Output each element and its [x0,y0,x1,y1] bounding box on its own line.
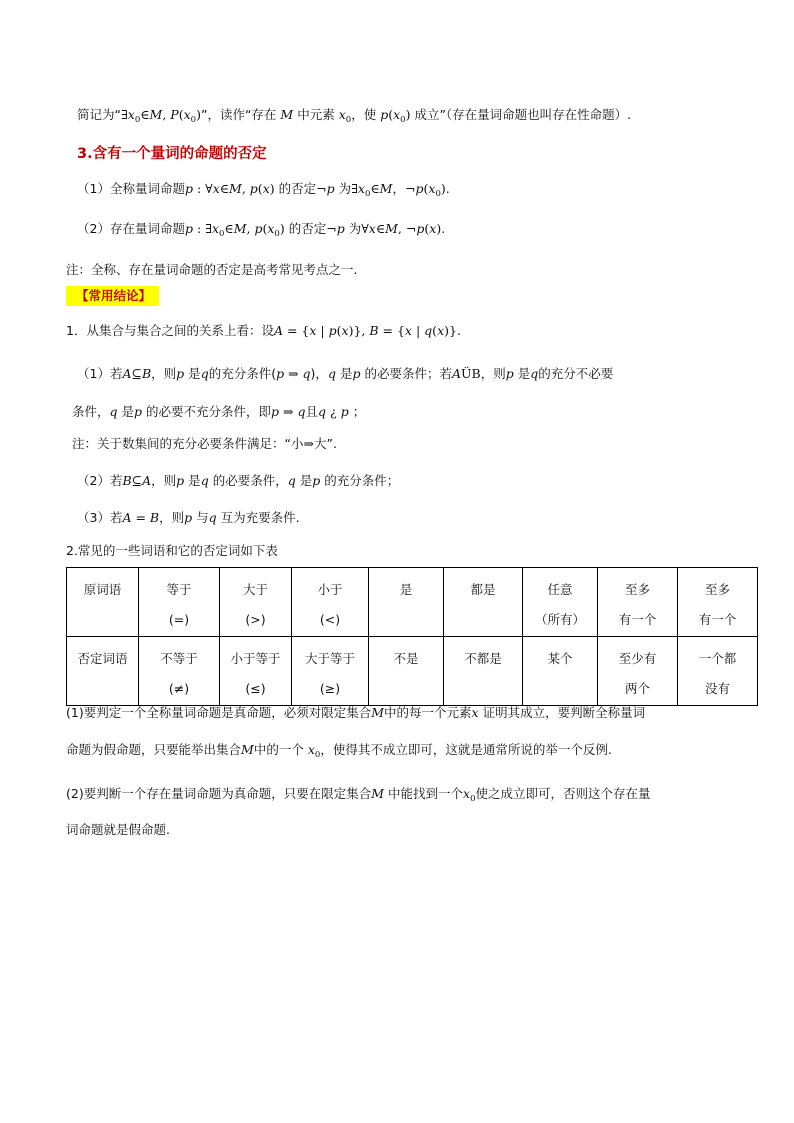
text: 的否定 [288,221,327,236]
text: 证明其成立，要判断全称量词 [482,705,646,720]
text: （2）若 [77,473,123,488]
text: 的必要不充分条件，即 [146,404,272,419]
text: ，则 [151,366,177,381]
text: ”，读作“存在 [200,107,277,122]
text: 是 [121,404,135,419]
text: (1)要判定一个全称量词命题是真命题，必须对限定集合 [66,705,372,720]
table-cell: 否定词语 [67,637,139,706]
table-cell: 不等于 (≠) [139,637,220,706]
text: 为 [348,221,362,236]
text: 且 [305,404,319,419]
text: 1．从集合与集合之间的关系上看：设 [66,323,274,338]
text: 大”. [313,436,337,451]
text: 互为充要条件. [220,510,300,525]
necessary-condition-line: （2）若B⊆A，则p 是q 的必要条件，q 是p 的充分条件； [77,473,400,488]
set-relation-line: 1．从集合与集合之间的关系上看：设A = {x | p(x)}, B = {x | q(x)}. [66,323,461,338]
text: ，则 [151,473,177,488]
text: . [441,221,446,236]
text: 使之成立即可，否则这个存在量 [475,786,651,801]
table-cell: 某个 [523,637,598,706]
universal-true-false-line-1: (1)要判定一个全称量词命题是真命题，必须对限定集合M中的每一个元素x 证明其成立，要判断全称量词 [66,705,646,720]
text: （2）存在量词命题 [77,221,185,236]
table-cell: 都是 [444,568,523,637]
text: 的充分条件； [324,473,400,488]
table-cell: 小于 (<) [292,568,369,637]
note-number-sets: 注：关于数集间的充分必要条件满足：“小⇒大”. [72,436,337,451]
table-cell: 至多 有一个 [678,568,758,637]
table-cell: 大于 (>) [220,568,292,637]
sufficient-condition-line-2: 条件，q 是p 的必要不充分条件，即p ⇒ q且q ¿ p ； [72,404,366,419]
text: 中的每一个元素 [384,705,472,720]
table-cell: 一个都 没有 [678,637,758,706]
text: (2)要判断一个存在量词命题为真命题，只要在限定集合 [66,786,372,801]
note-line: 注：全称、存在量词命题的否定是高考常见考点之一. [66,262,358,277]
text: 为 [338,181,352,196]
negation-universal-line: （1）全称量词命题p : ∀x∈M, p(x) 的否定¬p 为$\exists x_0\in M$，$\neg p(x_0)$. [77,181,450,199]
text: 的必要条件， [212,473,288,488]
text: ，使得其不成立即可，这就是通常所说的举一个反例. [320,742,612,757]
table-cell: 至少有 两个 [598,637,678,706]
text: 的否定 [278,181,317,196]
text: ； [352,404,366,419]
text: 的必要条件；若 [364,366,452,381]
text: 的充分不必要 [538,366,614,381]
text: 简记为“ [77,107,121,122]
table-cell: 大于等于 (≥) [292,637,369,706]
text: 条件， [72,404,110,419]
table-cell: 小于等于 (≤) [220,637,292,706]
existential-true-false-line-1: (2)要判断一个存在量词命题为真命题，只要在限定集合M 中能找到一个$x_0$使之成立即可，否则这个存在量 [66,786,651,804]
text: 中元素 [297,107,335,122]
text: 是 [188,473,201,488]
text: 是 [517,366,531,381]
text: （3）若 [77,510,123,525]
table-row [67,568,758,637]
table-cell: 任意 （所有） [523,568,598,637]
text: ，则 [159,510,185,525]
table-cell: 不是 [369,637,444,706]
table-cell: 不都是 [444,637,523,706]
common-conclusions-tag: 【常用结论】 [66,286,159,306]
text: 是 [188,366,201,381]
text: . [456,323,461,338]
text: 中能找到一个 [388,786,464,801]
sufficient-condition-line: （1）若A⊆B，则p 是q的充分条件(p ⇒ q)，q 是p 的必要条件；若AÜB，则p 是q的充分不必要 [77,366,614,381]
negation-existential-line: （2）存在量词命题p : $\exists x_0\in M$, $p(x_0)$ 的否定¬p 为∀x∈M, ¬p(x). [77,221,446,239]
text: 的充分条件( [208,366,277,381]
text: 是 [339,366,353,381]
universal-true-false-line-2: 命题为假命题，只要能举出集合M中的一个 $x_0$，使得其不成立即可，这就是通常所说的举一个反例. [66,742,612,760]
table-cell: 是 [369,568,444,637]
negation-words-table [66,567,758,706]
text: 中的一个 [253,742,304,757]
section-heading: 3.含有一个量词的命题的否定 [77,146,267,162]
text: 注：关于数集间的充分必要条件满足：“小 [72,436,304,451]
text: )， [310,366,328,381]
table-cell: 原词语 [67,568,139,637]
text: 是 [299,473,313,488]
text: ，使 [351,107,377,122]
text: （1）全称量词命题 [77,181,185,196]
text: （1）若 [77,366,123,381]
table-row [67,637,758,706]
iff-condition-line: （3）若A = B，则p 与q 互为充要条件. [77,510,300,525]
text: ，则 [480,366,506,381]
text: ， [392,181,405,196]
table-intro: 2.常见的一些词语和它的否定词如下表 [66,543,278,558]
text: 与 [196,510,209,525]
text: 命题为假命题，只要能举出集合 [66,742,242,757]
text: 成立”（存在量词命题也叫存在性命题）. [414,107,632,122]
text: . [445,181,450,196]
existential-notation-line: 简记为“$\exists x_0\in M$, $P(x_0)$”，读作“存在 M 中元素 $x_0$，使 $p(x_0)$ 成立”（存在量词命题也叫存在性命题）. [77,107,632,125]
existential-true-false-line-2: 词命题就是假命题. [66,822,170,837]
table-cell: 至多 有一个 [598,568,678,637]
table-cell: 等于 (=) [139,568,220,637]
